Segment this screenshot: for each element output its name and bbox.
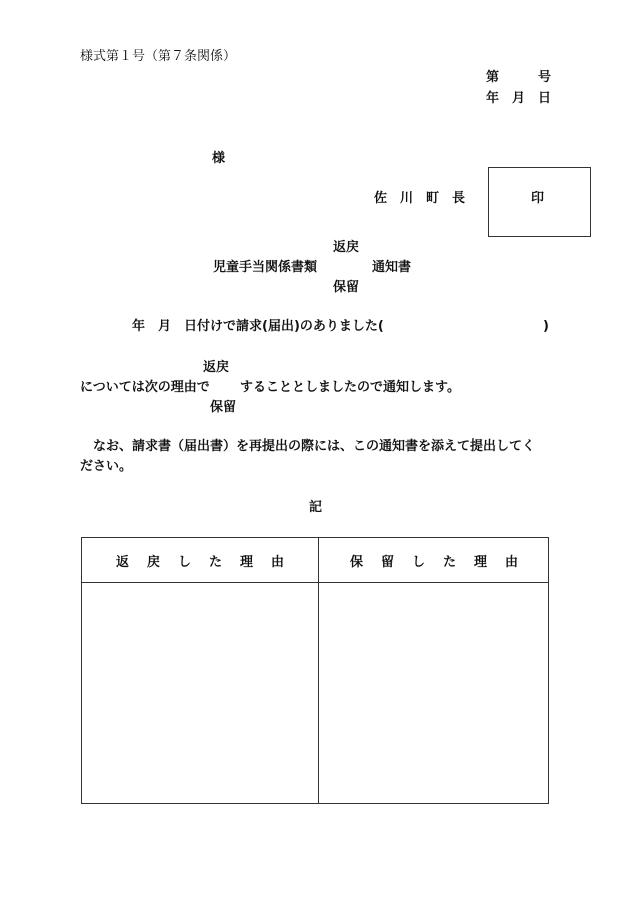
seal-label: 印 <box>531 191 545 206</box>
body-main: については次の理由で <box>80 380 210 395</box>
cell-hold-reason[interactable] <box>319 583 549 803</box>
subject-hold: 保留 <box>333 280 360 295</box>
subject-suffix: 通知書 <box>372 260 412 275</box>
doc-number-dai: 第 <box>486 70 500 85</box>
sender-name: 佐 川 町 長 <box>374 191 466 206</box>
date-line: 年 月 日 <box>486 91 552 106</box>
body-date-line: 年 月 日付けで請求(届出)のありました( <box>132 319 384 334</box>
body-return: 返戻 <box>203 360 230 375</box>
cell-return-reason[interactable] <box>82 583 318 803</box>
form-label: 様式第１号（第７条関係） <box>80 49 237 64</box>
reason-table <box>81 537 549 804</box>
addressee-suffix: 様 <box>212 151 226 166</box>
body-after: することとしましたので通知します。 <box>240 380 460 395</box>
header-return-reason: 返戻した理由 <box>115 554 302 570</box>
ki-heading: 記 <box>309 500 323 515</box>
body-close-paren: ) <box>543 319 549 334</box>
subject-main: 児童手当関係書類 <box>213 260 318 275</box>
subject-return: 返戻 <box>333 240 360 255</box>
note-line-1: なお、請求書（届出書）を再提出の際には、この通知書を添えて提出してく <box>93 439 536 454</box>
body-hold: 保留 <box>210 400 237 415</box>
doc-number-go: 号 <box>538 70 552 85</box>
note-line-2: ださい。 <box>80 459 133 474</box>
header-hold-reason: 保留した理由 <box>349 554 536 570</box>
